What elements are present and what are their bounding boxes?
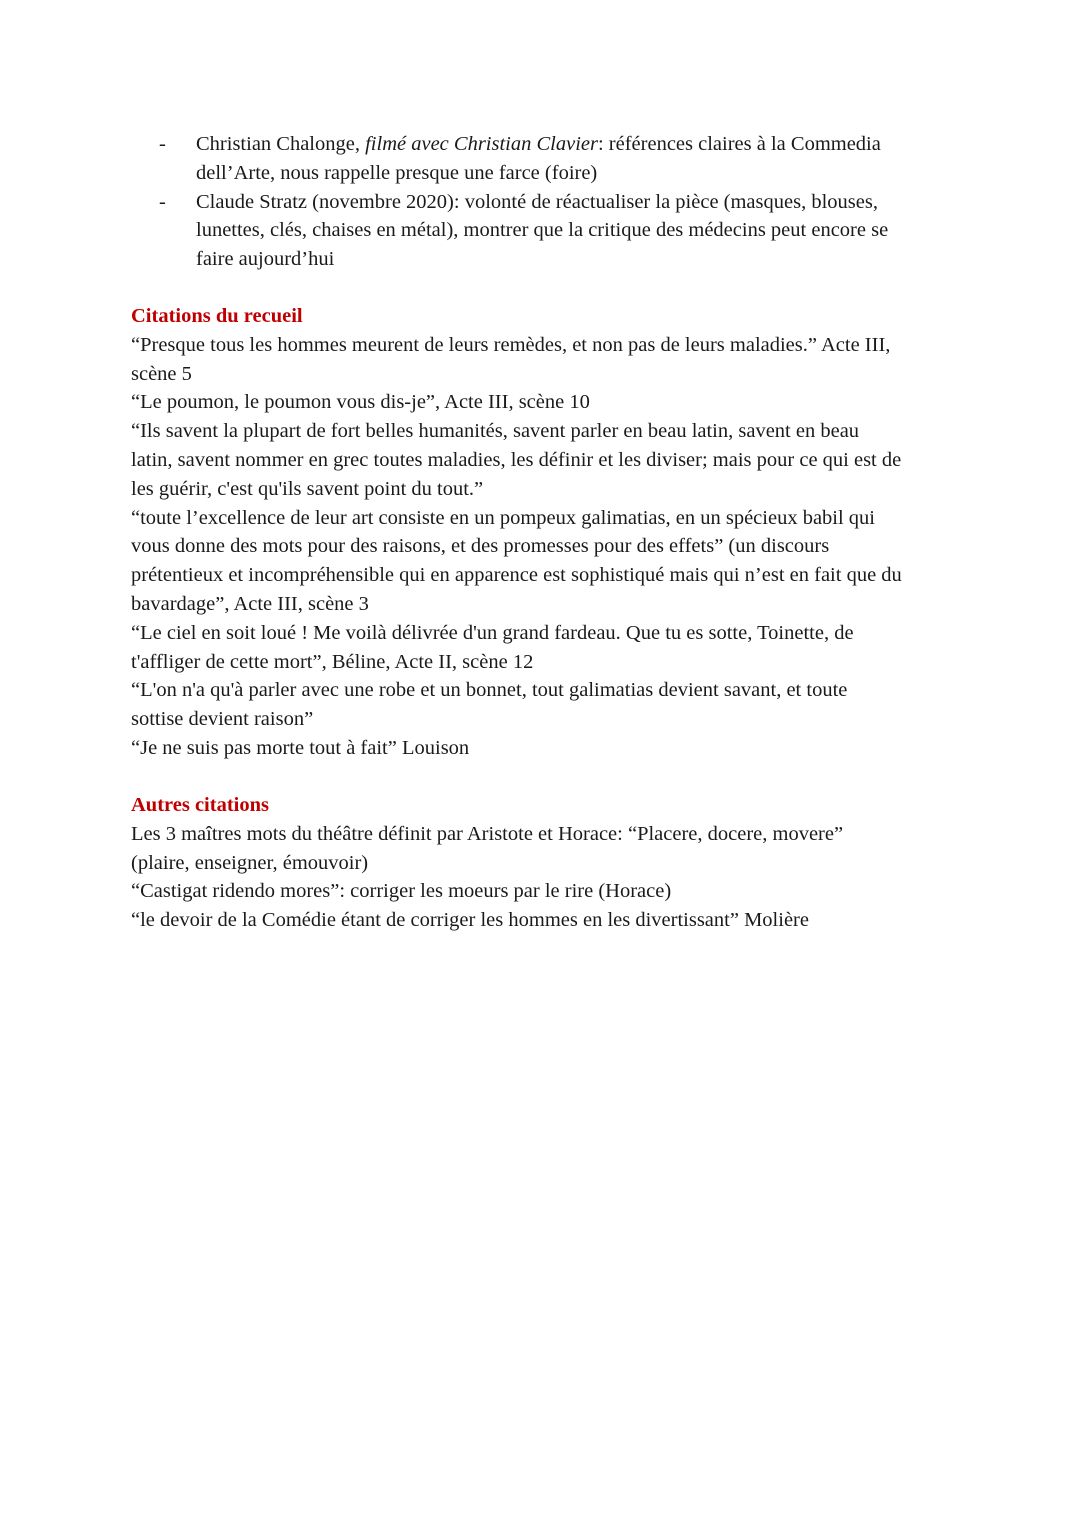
text-line: “L'on n'a qu'à parler avec une robe et un bonnet, tout galimatias devient savant, et toute	[131, 679, 848, 702]
text-line: les guérir, c'est qu'ils savent point du tout.”	[131, 477, 484, 500]
text-line: “le devoir de la Comédie étant de corriger les hommes en les divertissant” Molière	[131, 909, 809, 932]
citations-recueil-section	[131, 302, 961, 763]
text-line: “Le ciel en soit loué ! Me voilà délivrée d'un grand fardeau. Que tu es sotte, Toinette, de	[131, 621, 854, 644]
list-line	[196, 130, 956, 159]
text-line: “Le poumon, le poumon vous dis-je”, Acte III, scène 10	[131, 391, 590, 414]
italic-text: filmé avec Christian Clavier	[365, 133, 598, 155]
text-line: (plaire, enseigner, émouvoir)	[131, 851, 369, 874]
bullet-dash: -	[159, 190, 166, 213]
text-line: “toute l’excellence de leur art consiste en un pompeux galimatias, en un spécieux babil qui	[131, 506, 876, 529]
bullet-dash: -	[159, 133, 166, 155]
text-line: Les 3 maîtres mots du théâtre définit par Aristote et Horace: “Placere, docere, movere”	[131, 822, 844, 845]
text-line: “Je ne suis pas morte tout à fait” Louison	[131, 736, 470, 759]
text-span: : références claires à la Commedia	[597, 133, 881, 155]
text-line: “Ils savent la plupart de fort belles humanités, savent parler en beau latin, savent en beau	[131, 420, 860, 443]
text-line: bavardage”, Acte III, scène 3	[131, 592, 369, 615]
text-line: scène 5	[131, 362, 192, 385]
text-line: sottise devient raison”	[131, 708, 314, 731]
text-line: prétentieux et incompréhensible qui en apparence est sophistiqué mais qui n’est en fait que du	[131, 564, 902, 587]
text-line: latin, savent nommer en grec toutes maladies, les définir et les diviser; mais pour ce qui est de	[131, 448, 902, 471]
text-line: “Castigat ridendo mores”: corriger les moeurs par le rire (Horace)	[131, 880, 672, 903]
list-item-text	[196, 130, 956, 188]
text-line: “Presque tous les hommes meurent de leurs remèdes, et non pas de leurs maladies.” Acte III,	[131, 333, 891, 356]
text-line: t'affliger de cette mort”, Béline, Acte II, scène 12	[131, 650, 534, 673]
autres-citations-section	[131, 791, 961, 935]
list-item-text	[196, 188, 956, 274]
text-line: vous donne des mots pour des raisons, et des promesses pour des effets” (un discours	[131, 535, 830, 558]
list-line: faire aujourd’hui	[196, 248, 335, 271]
list-line: lunettes, clés, chaises en métal), montrer que la critique des médecins peut encore se	[196, 219, 889, 242]
section-heading: Citations du recueil	[131, 305, 303, 327]
section-heading: Autres citations	[131, 794, 269, 816]
list-line: Claude Stratz (novembre 2020): volonté de réactualiser la pièce (masques, blouses,	[196, 190, 878, 213]
text-span: Christian Chalonge,	[196, 133, 366, 155]
list-line: dell’Arte, nous rappelle presque une farce (foire)	[196, 161, 598, 184]
